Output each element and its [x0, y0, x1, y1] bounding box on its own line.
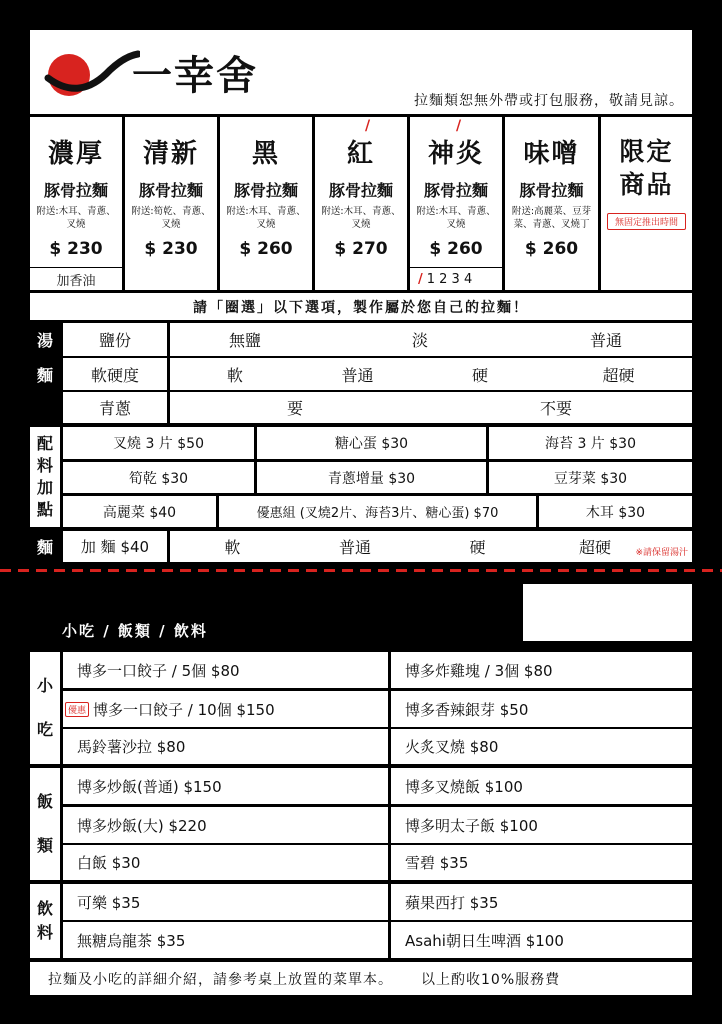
topping-soft-egg[interactable]: 糖心蛋 $30	[257, 427, 486, 459]
scallion-option-no[interactable]: 不要	[420, 392, 692, 423]
ramen-title: 限定商品	[619, 137, 674, 199]
topping-bamboo[interactable]: 筍乾 $30	[63, 462, 254, 493]
ramen-includes: 附送:木耳、青蔥、叉燒	[36, 206, 116, 230]
menu-item[interactable]: 雪碧 $35	[391, 845, 692, 880]
rice-side-char: 類	[36, 836, 53, 855]
limited-badge: 無固定推出時間	[607, 213, 686, 230]
chili-flame-icon: /	[418, 271, 423, 287]
choose-banner: 請「圈選」以下選項，製作屬於您自己的拉麵！	[30, 293, 692, 320]
topping-bean-sprouts[interactable]: 豆芽菜 $30	[489, 462, 692, 493]
ramen-title: 紅	[346, 139, 375, 169]
ramen-addon: 加香油	[30, 267, 122, 290]
ramen-subtitle: 豚骨拉麵	[138, 181, 203, 200]
extra-noodle-option-soft[interactable]: 軟	[224, 538, 241, 557]
extra-noodle-option-firm[interactable]: 硬	[469, 538, 486, 557]
keep-soup-note: ※請保留湯汁	[635, 548, 688, 558]
ramen-includes: 附送:木耳、青蔥、叉燒	[321, 206, 401, 230]
snack-side-char: 小	[36, 676, 53, 695]
soup-side-label: 湯	[30, 323, 60, 356]
menu-item[interactable]: 博多叉燒飯 $100	[391, 768, 692, 804]
menu-item[interactable]: Asahi朝日生啤酒 $100	[391, 922, 692, 958]
toppings-side-char: 配	[36, 434, 53, 453]
ramen-title: 清新	[142, 139, 199, 169]
ramen-title: 神炎	[427, 139, 484, 169]
topping-chashu[interactable]: 叉燒 3 片 $50	[63, 427, 254, 459]
extra-noodle-options	[170, 531, 692, 562]
menu-item[interactable]: 火炙叉燒 $80	[391, 729, 692, 764]
header	[30, 30, 692, 114]
scallion-option-yes[interactable]: 要	[170, 392, 420, 423]
ramen-includes: 附送:木耳、青蔥、叉燒	[226, 206, 306, 230]
ramen-price: $ 260	[239, 239, 293, 259]
firmness-option-soft[interactable]: 軟	[170, 358, 300, 390]
ramen-includes: 附送:高麗菜、豆芽菜、青蔥、叉燒丁	[511, 206, 592, 230]
menu-book-note: 拉麵及小吃的詳細介紹，請參考桌上放置的菜單本。	[48, 971, 393, 988]
menu-item[interactable]: 白飯 $30	[63, 845, 388, 880]
firmness-option-extra-firm[interactable]: 超硬	[545, 358, 692, 390]
ramen-item-black[interactable]	[220, 117, 312, 290]
spice-levels: 1 2 3 4	[426, 271, 473, 287]
ramen-price: $ 270	[334, 239, 388, 259]
snack-side-label	[30, 652, 60, 764]
ramen-subtitle: 豚骨拉麵	[43, 181, 108, 200]
salt-option-normal[interactable]: 普通	[520, 323, 692, 356]
topping-cabbage[interactable]: 高麗菜 $40	[63, 496, 216, 527]
ramen-item-limited[interactable]	[601, 117, 692, 290]
brand-name: 一幸舍	[132, 52, 258, 99]
menu-item[interactable]: 博多明太子飯 $100	[391, 807, 692, 843]
menu-item[interactable]: 可樂 $35	[63, 884, 388, 920]
toppings-side-char: 料	[36, 456, 53, 475]
rice-side-label	[30, 768, 60, 880]
ramen-item-light[interactable]	[125, 117, 217, 290]
salt-label: 鹽份	[63, 323, 167, 356]
firmness-option-normal[interactable]: 普通	[300, 358, 415, 390]
ramen-subtitle: 豚骨拉麵	[233, 181, 298, 200]
menu-item[interactable]: 博多炒飯(大) $220	[63, 807, 388, 843]
service-charge-note: 以上酌收10%服務費	[421, 971, 561, 988]
chili-flame-icon: /	[365, 118, 371, 134]
ramen-includes: 附送:木耳、青蔥、叉燒	[416, 206, 496, 230]
drink-side-char: 飲	[36, 899, 53, 918]
ramen-item-miso[interactable]	[505, 117, 598, 290]
noodle-side-label: 麵	[30, 358, 60, 390]
topping-wood-ear[interactable]: 木耳 $30	[539, 496, 692, 527]
menu-item[interactable]: 博多一口餃子 / 5個 $80	[63, 652, 388, 688]
menu-item[interactable]	[63, 691, 388, 727]
drink-side-char: 料	[36, 923, 53, 942]
ramen-price: $ 230	[49, 239, 103, 259]
firmness-option-firm[interactable]: 硬	[415, 358, 545, 390]
ramen-title: 濃厚	[47, 139, 104, 169]
ramen-price: $ 260	[524, 239, 579, 259]
ramen-title: 味噌	[523, 139, 580, 169]
snack-side-char: 吃	[36, 720, 53, 739]
chili-flame-icon: /	[456, 118, 462, 134]
ramen-title: 黑	[251, 139, 280, 169]
rice-side-char: 飯	[36, 792, 53, 811]
extra-noodle-option-extra-firm[interactable]: 超硬	[578, 538, 611, 557]
firmness-label: 軟硬度	[63, 358, 167, 390]
ramen-item-rich[interactable]	[30, 117, 122, 290]
extra-noodle-side-label: 麵	[30, 531, 60, 562]
topping-nori[interactable]: 海苔 3 片 $30	[489, 427, 692, 459]
side-menu-header: 小吃 / 飯類 / 飲料	[62, 622, 208, 640]
toppings-side-label	[30, 427, 60, 527]
dashed-divider	[0, 569, 722, 572]
toppings-side-char: 加	[36, 478, 53, 497]
ramen-price: $ 230	[144, 239, 198, 259]
ramen-item-flame[interactable]	[410, 117, 502, 290]
menu-item[interactable]: 博多香辣銀芽 $50	[391, 691, 692, 727]
ramen-price: $ 260	[429, 239, 483, 259]
topping-extra-scallion[interactable]: 青蔥增量 $30	[257, 462, 486, 493]
promo-badge: 優惠	[65, 702, 89, 717]
menu-item[interactable]: 博多炒飯(普通) $150	[63, 768, 388, 804]
extra-noodle-option-normal[interactable]: 普通	[338, 538, 371, 557]
spice-level-selector[interactable]	[410, 267, 502, 290]
menu-item[interactable]: 蘋果西打 $35	[391, 884, 692, 920]
ramen-subtitle: 豚骨拉麵	[423, 181, 488, 200]
menu-item[interactable]: 無糖烏龍茶 $35	[63, 922, 388, 958]
menu-item[interactable]: 馬鈴薯沙拉 $80	[63, 729, 388, 764]
extra-noodle-label: 加 麵 $40	[63, 531, 167, 562]
logo-brush-stroke	[40, 40, 140, 100]
ramen-item-red[interactable]	[315, 117, 407, 290]
toppings-side-char: 點	[36, 500, 53, 519]
ramen-subtitle: 豚骨拉麵	[519, 181, 584, 200]
salt-option-light[interactable]: 淡	[320, 323, 520, 356]
takeout-notice: 拉麵類恕無外帶或打包服務，敬請見諒。	[414, 93, 684, 109]
topping-combo[interactable]: 優惠組 (叉燒2片、海苔3片、糖心蛋) $70	[219, 496, 536, 527]
salt-option-none[interactable]: 無鹽	[170, 323, 320, 356]
drink-side-label	[30, 884, 60, 958]
ramen-subtitle: 豚骨拉麵	[328, 181, 393, 200]
menu-item-label: 博多一口餃子 / 10個 $150	[93, 700, 275, 719]
blank-box	[523, 584, 692, 641]
menu-item[interactable]: 博多炸雞塊 / 3個 $80	[391, 652, 692, 688]
scallion-label: 青蔥	[63, 392, 167, 423]
ramen-includes: 附送:筍乾、青蔥、叉燒	[131, 206, 211, 230]
bottom-note	[30, 962, 692, 995]
